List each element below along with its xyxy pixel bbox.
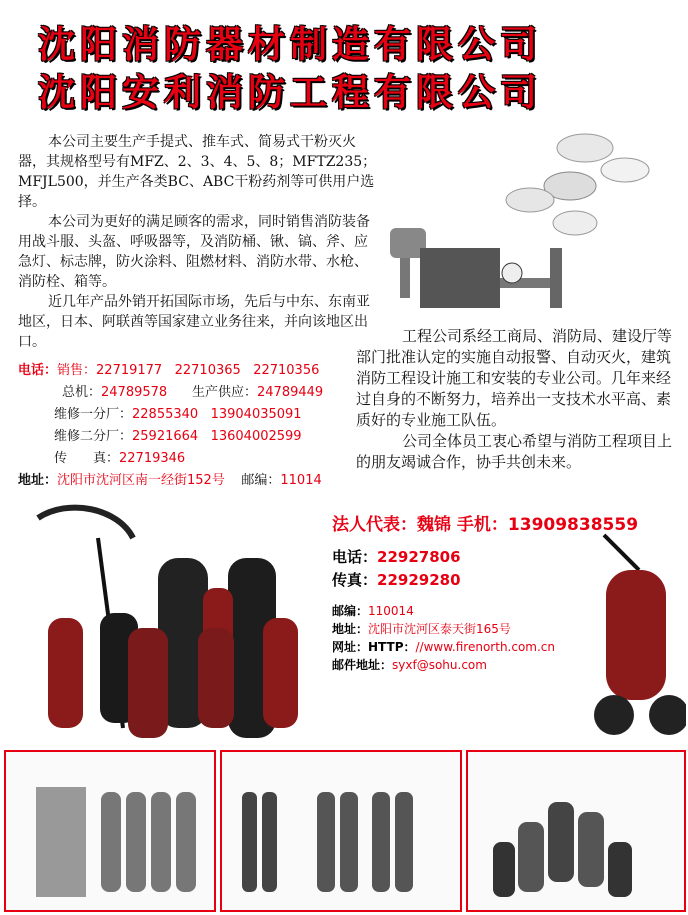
tel-value: 22927806 xyxy=(377,548,461,566)
gas-cylinder-system-photo xyxy=(4,750,216,912)
zip-label: 邮编： xyxy=(332,604,369,618)
sales-phone: 22710365 xyxy=(174,363,241,378)
extinguisher-group-photo xyxy=(8,498,328,746)
addr-value: 沈阳市沈河区南一经街152号 xyxy=(57,473,225,488)
web-label: 网址：HTTP： xyxy=(332,640,416,654)
intro-paragraph: 本公司为更好的满足顾客的需求，同时销售消防装备用战斗服、头盔、呼吸器等，及消防桶、锹、镐、斧、应急灯、标志牌，防火涂料、阻燃材料、消防水带、水枪、消防栓、箱等。 xyxy=(18,214,370,290)
engineering-paragraph: 工程公司系经工商局、消防局、建设厅等部门批准认定的实施自动报警、自动灭火，建筑消防工程设计施工和安装的专业公司。几年来经过自身的不断努力，培养出一支技术水平高、素质好的专业施工队伍。 xyxy=(356,327,673,429)
engineering-address xyxy=(332,602,555,674)
intro-paragraph: 本公司主要生产手提式、推车式、简易式干粉灭火器，其规格型号有MFZ、2、3、4、5、8；MFTZ235；MFJL500，并生产各类BC、ABC干粉药剂等可供用户选择。 xyxy=(18,134,377,210)
repair1-mobile: 13904035091 xyxy=(210,407,302,422)
web-value: //www.firenorth.com.cn xyxy=(415,640,556,654)
sales-phone: 22710356 xyxy=(253,363,320,378)
engineering-text xyxy=(356,326,676,473)
zip-value: 11014 xyxy=(280,473,322,488)
main-label: 总机： xyxy=(62,385,102,400)
addr-label: 地址： xyxy=(332,622,369,636)
fax-label: 传真： xyxy=(332,571,378,589)
supply-phone: 24789449 xyxy=(257,385,324,400)
mail-label: 邮件地址： xyxy=(332,658,393,672)
detector-valve-photo xyxy=(380,128,680,328)
company-name-2: 沈阳安利消防工程有限公司 xyxy=(38,71,542,114)
repair2-phone: 25921664 xyxy=(132,429,199,444)
co2-cylinder-system-photo xyxy=(220,750,462,912)
fax-label: 传 真： xyxy=(54,451,120,466)
intro-paragraph: 近几年产品外销开拓国际市场，先后与中东、东南亚地区，日本、阿联酋等国家建立业务往来，并向该地区出口。 xyxy=(18,294,370,350)
small-extinguishers-photo xyxy=(466,750,686,912)
addr-label: 地址： xyxy=(18,473,58,488)
trolley-extinguisher-photo xyxy=(594,530,686,745)
sales-phone: 22719177 xyxy=(96,363,163,378)
company-name-1: 沈阳消防器材制造有限公司 xyxy=(38,23,542,66)
sales-label: 销售： xyxy=(57,363,97,378)
repair2-label: 维修二分厂： xyxy=(54,429,133,444)
phone-label: 电话： xyxy=(18,363,58,378)
legal-representative: 法人代表：魏锦 手机：13909838559 xyxy=(332,515,639,535)
factory-contact xyxy=(18,360,358,492)
engineering-paragraph: 公司全体员工衷心希望与消防工程项目上的朋友竭诚合作，协手共创未来。 xyxy=(356,432,673,471)
fax-value: 22929280 xyxy=(377,571,461,589)
mail-value: syxf@sohu.com xyxy=(392,658,487,672)
repair1-phone: 22855340 xyxy=(132,407,199,422)
tel-label: 电话： xyxy=(332,548,378,566)
repair1-label: 维修一分厂： xyxy=(54,407,133,422)
repair2-mobile: 13604002599 xyxy=(210,429,302,444)
fax-number: 22719346 xyxy=(119,451,186,466)
engineering-contact xyxy=(332,546,461,592)
zip-value: 110014 xyxy=(368,604,414,618)
zip-label: 邮编： xyxy=(241,473,281,488)
main-phone: 24789578 xyxy=(101,385,168,400)
intro-text xyxy=(18,132,378,352)
addr-value: 沈阳市沈河区泰天街165号 xyxy=(368,622,511,636)
supply-label: 生产供应： xyxy=(191,385,257,400)
